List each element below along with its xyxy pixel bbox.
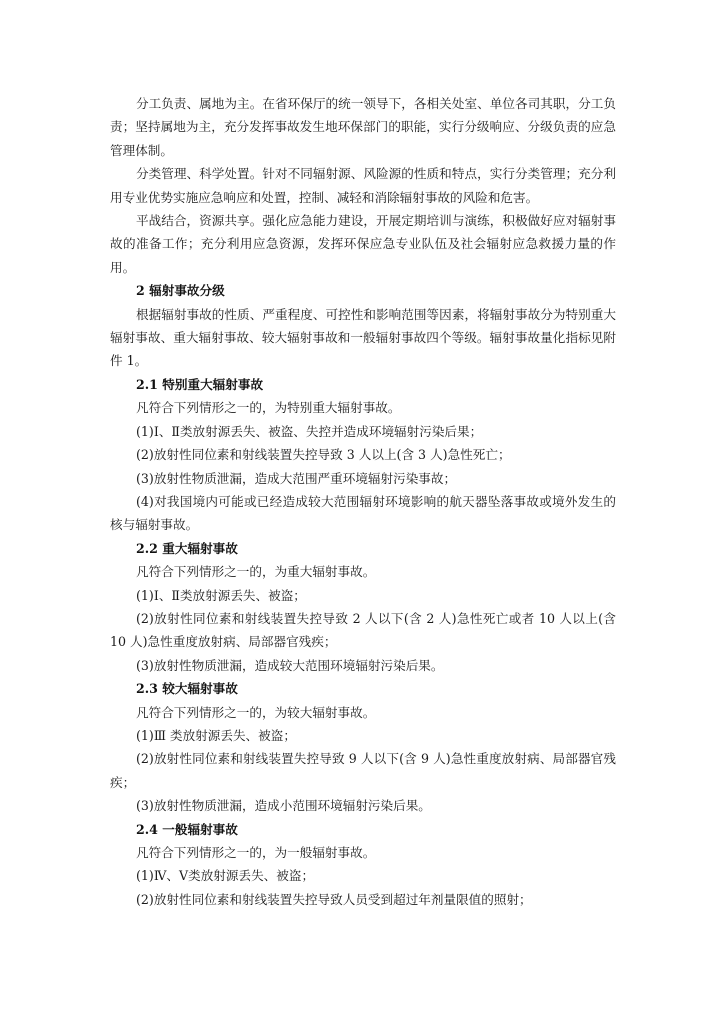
list-item: (2)放射性同位素和射线装置失控导致 3 人以上(含 3 人)急性死亡； <box>136 447 511 463</box>
section-heading-accident-levels: 2 辐射事故分级 <box>136 283 225 299</box>
list-item: (3)放射性物质泄漏，造成大范围严重环境辐射污染事故； <box>136 470 457 486</box>
subsection-intro-larger: 凡符合下列情形之一的，为较大辐射事故。 <box>136 704 376 720</box>
subsection-heading-especially-major: 2.1 特别重大辐射事故 <box>136 376 264 392</box>
list-item: (1)Ⅰ、Ⅱ类放射源丢失、被盗、失控并造成环境辐射污染后果； <box>136 423 483 439</box>
subsection-intro-general: 凡符合下列情形之一的，为一般辐射事故。 <box>136 845 376 860</box>
subsection-heading-larger: 2.3 较大辐射事故 <box>136 681 238 697</box>
list-item: (3)放射性物质泄漏，造成小范围环境辐射污染后果。 <box>136 798 431 814</box>
list-item: (2)放射性同位素和射线装置失控导致 9 人以下(含 9 人)急性重度放射病、局部器官残疾； <box>110 751 616 790</box>
list-item: (2)放射性同位素和射线装置失控导致 2 人以下(含 2 人)急性死亡或者 10 人以上(含 10 人)急性重度放射病、局部器官残疾； <box>110 610 616 650</box>
paragraph-responsibility: 分工负责、属地为主。在省环保厅的统一领导下，各相关处室、单位各司其职，分工负责；坚持属地为主，充分发挥事故发生地环保部门的职能，实行分级响应、分级负责的应急管理体制。 <box>110 96 616 158</box>
subsection-heading-major: 2.2 重大辐射事故 <box>136 540 238 556</box>
list-item: (2)放射性同位素和射线装置失控导致人员受到超过年剂量限值的照射； <box>136 891 532 907</box>
list-item: (1)Ⅰ、Ⅱ类放射源丢失、被盗； <box>136 587 306 603</box>
section-intro-accident-levels: 根据辐射事故的性质、严重程度、可控性和影响范围等因素，将辐射事故分为特别重大辐射事故、重大辐射事故、较大辐射事故和一般辐射事故四个等级。辐射事故量化指标见附件 1。 <box>110 306 616 369</box>
subsection-intro-major: 凡符合下列情形之一的，为重大辐射事故。 <box>136 564 376 580</box>
subsection-heading-general: 2.4 一般辐射事故 <box>136 821 238 837</box>
paragraph-classification: 分类管理、科学处置。针对不同辐射源、风险源的性质和特点，实行分类管理；充分利用专业优势实施应急响应和处置，控制、减轻和消除辐射事故的风险和危害。 <box>110 166 616 205</box>
list-item: (4)对我国境内可能或已经造成较大范围辐射环境影响的航天器坠落事故或境外发生的核与辐射事故。 <box>110 493 616 533</box>
list-item: (1)Ⅳ、Ⅴ类放射源丢失、被盗； <box>136 868 315 884</box>
subsection-intro-especially-major: 凡符合下列情形之一的，为特别重大辐射事故。 <box>136 400 401 416</box>
list-item: (1)Ⅲ 类放射源丢失、被盗； <box>136 727 296 743</box>
paragraph-preparedness: 平战结合，资源共享。强化应急能力建设，开展定期培训与演练，积极做好应对辐射事故的准备工作；充分利用应急资源，发挥环保应急专业队伍及社会辐射应急救援力量的作用。 <box>110 213 616 275</box>
document-page <box>110 92 616 911</box>
list-item: (3)放射性物质泄漏，造成较大范围环境辐射污染后果。 <box>136 657 444 673</box>
